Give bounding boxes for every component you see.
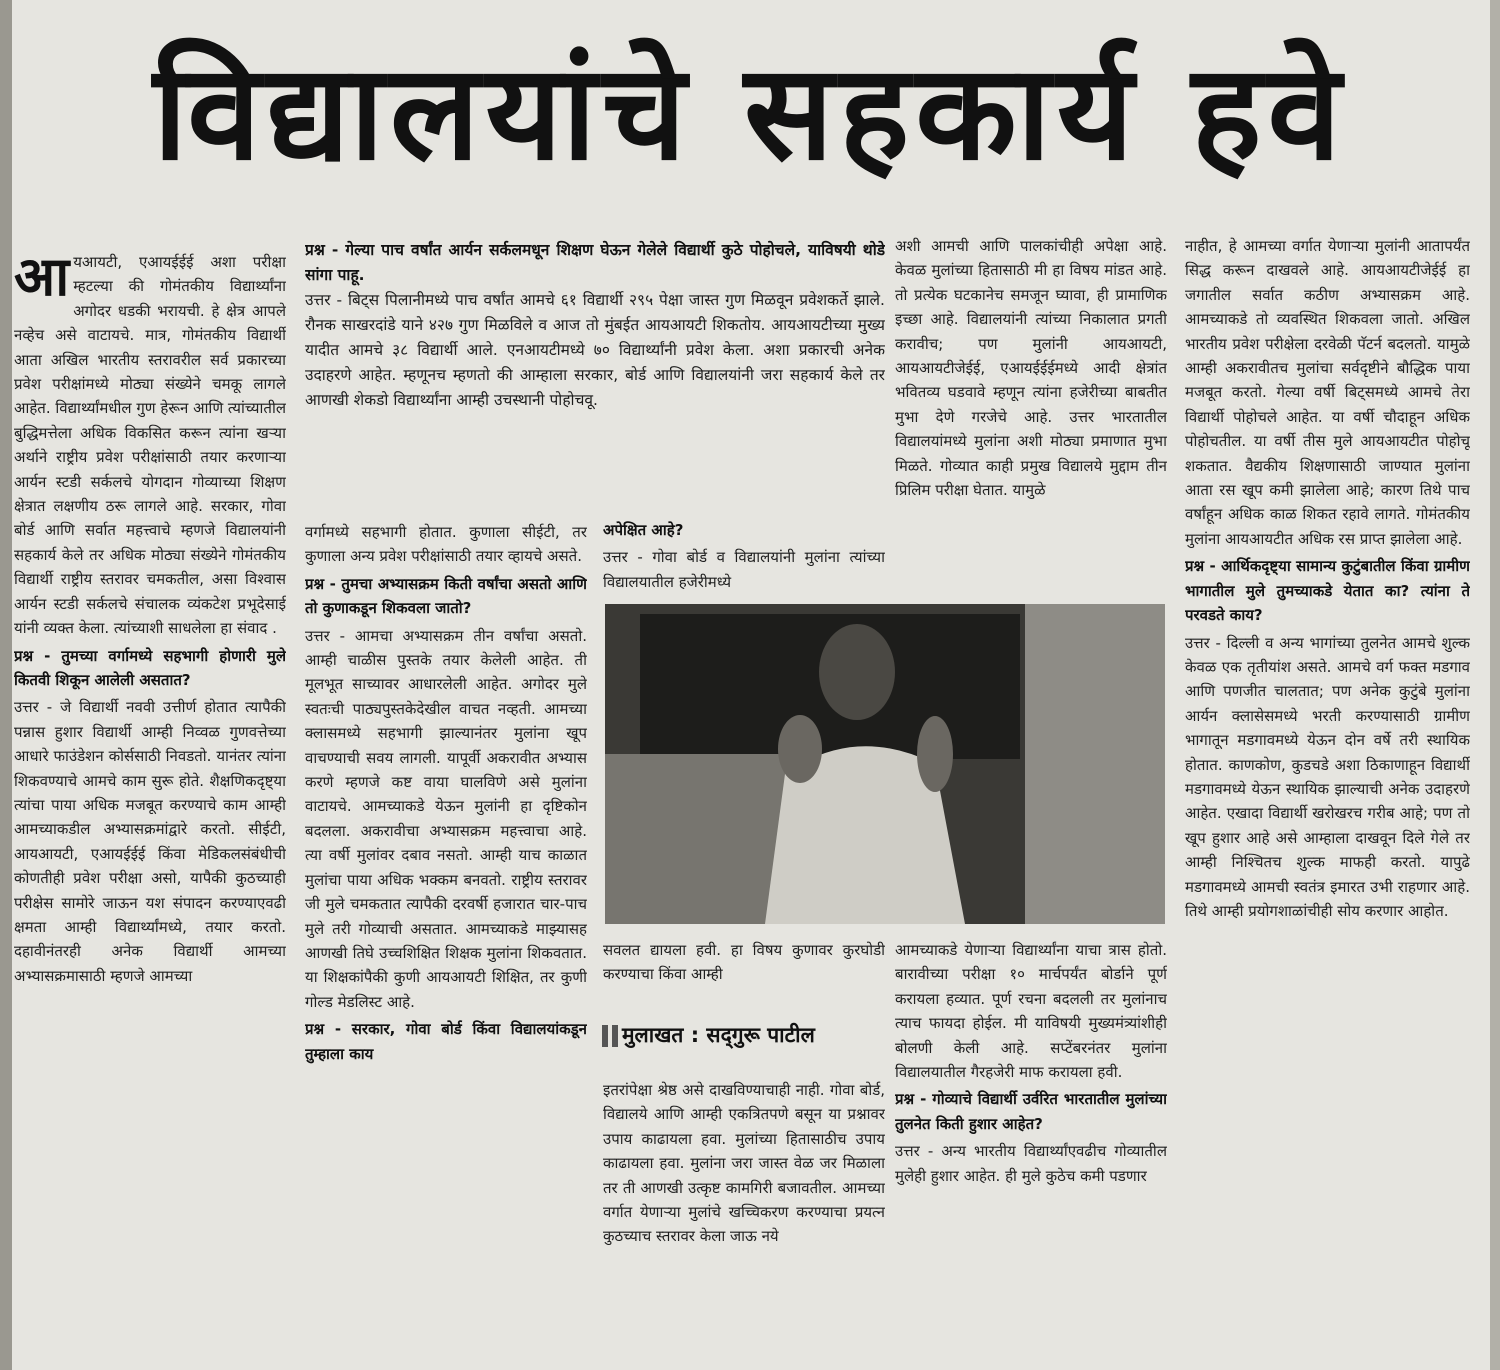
col4-top-text: अशी आमची आणि पालकांचीही अपेक्षा आहे. केवळ मुलांच्या हितासाठी मी हा विषय मांडत आहे. तो प्रत्येक घटकानेच समजून घ्यावा, ही प्रामाणिक इच्छा आहे. विद्यालयांनी त्यांच्या निकालात प्रगती करावीच; पण मुलांनी आयआयटी, आयआयटीजेईई, एआयईईईमध्ये आदी क्षेत्रांत भवितव्य घडवावे म्हणून त्यांना हजेरीच्या बाबतीत मुभा देणे गरजेचे आहे. उत्तर भारतातील विद्यालयांमध्ये मुलांना अशी मोठ्या प्रमाणात मुभा मिळते. गोव्यात काही प्रमुख विद्यालये मुद्दाम तीन प्रिलिम परीक्षा घेतात. यामुळे xyxy=(895,237,1167,500)
answer-3-start: उत्तर - गोवा बोर्ड व विद्यालयांनी मुलांना त्यांच्या विद्यालयातील हजेरीमध्ये xyxy=(603,548,885,591)
question-1: प्रश्न - तुमच्या वर्गामध्ये सहभागी होणारी मुले कितवी शिकून आलेली असतात? xyxy=(14,646,286,689)
column-3-bottom xyxy=(603,1078,885,1363)
byline xyxy=(602,1012,886,1058)
page-edge-left xyxy=(0,0,12,1370)
interview-photo xyxy=(605,604,1165,924)
dropcap: आ xyxy=(14,250,70,308)
left-hand xyxy=(778,715,822,783)
column-5 xyxy=(1185,234,1470,1362)
column-3-top xyxy=(603,518,885,600)
column-1 xyxy=(14,250,286,1360)
column-3-mid xyxy=(603,938,885,998)
question-3-continued: अपेक्षित आहे? xyxy=(603,521,684,539)
photo-illustration xyxy=(605,604,1165,924)
byline-bar-icon-2 xyxy=(612,1025,618,1047)
column-2 xyxy=(305,520,587,1362)
question-3: प्रश्न - सरकार, गोवा बोर्ड किंवा विद्यालयांकडून तुम्हाला काय xyxy=(305,1020,587,1063)
question-5: प्रश्न - आर्थिकदृष्ट्या सामान्य कुटुंबातील किंवा ग्रामीण भागातील मुले तुमच्याकडे येतात का? त्यांना ते परवडते काय? xyxy=(1185,557,1470,625)
col3-after-photo: सवलत द्यायला हवी. हा विषय कुणावर कुरघोडी करण्याचा किंवा आम्ही xyxy=(603,941,885,984)
question-wide: प्रश्न - गेल्या पाच वर्षांत आर्यन सर्कलमधून शिक्षण घेऊन गेलेले विद्यार्थी कुठे पोहोचले, याविषयी थोडे सांगा पाहू. xyxy=(305,241,885,284)
person-head xyxy=(819,624,895,720)
column-4-bottom xyxy=(895,938,1167,1363)
byline-text: मुलाखत : सद्‌गुरू पाटील xyxy=(622,1023,815,1047)
col5-top-text: नाहीत, हे आमच्या वर्गात येणाऱ्या मुलांनी आतापर्यंत सिद्ध करून दाखवले आहे. आयआयटीजेईई हा जगातील सर्वात कठीण अभ्यासक्रम आहे. आमच्याकडे तो व्यवस्थित शिकवला जातो. अखिल भारतीय प्रवेश परीक्षेला दरवेळी पॅटर्न बदलतो. यामुळे आम्ही अकरावीतच मुलांचा सर्वदृष्टीने बौद्धिक पाया मजबूत करतो. गेल्या वर्षी बिट्समध्ये आमचे तेरा विद्यार्थी पोहोचले आहेत. या वर्षी चौदाहून अधिक पोहोचतील. या वर्षी तीस मुले आयआयटीत पोहोचू शकतात. वैद्यकीय शिक्षणासाठी जाण्यात मुलांना आता रस खूप कमी झालेला आहे; कारण तिथे पाच वर्षांहून अधिक काळ शिकत रहावे लागते. गोमंतकीय मुलांना आयआयटीत अधिक रस प्राप्त झालेला आहे. xyxy=(1185,237,1470,548)
col3-bottom-text: इतरांपेक्षा श्रेष्ठ असे दाखविण्याचाही नाही. गोवा बोर्ड, विद्यालये आणि आम्ही एकत्रितपणे बसून या प्रश्नावर उपाय काढायला हवा. मुलांच्या हितासाठीच उपाय काढायला हवा. मुलांना जरा जास्त वेळ जर मिळाला तर ती आणखी उत्कृष्ट कामगिरी बजावतील. आमच्या वर्गात येणाऱ्या मुलांचे खच्चिकरण करण्याचा प्रयत्न कुठच्याच स्तरावर केला जाऊ नये xyxy=(603,1081,885,1246)
byline-bar-icon xyxy=(602,1025,608,1047)
column-4-top xyxy=(895,234,1167,598)
question-4: प्रश्न - गोव्याचे विद्यार्थी उर्वरित भारतातील मुलांच्या तुलनेत किती हुशार आहेत? xyxy=(895,1090,1167,1133)
headline: विद्यालयांचे सहकार्य हवे xyxy=(153,36,1347,190)
right-hand xyxy=(917,716,953,792)
answer-1: उत्तर - जे विद्यार्थी नववी उत्तीर्ण होतात त्यापैकी पन्नास हुशार विद्यार्थी आम्ही निव्वळ गुणवत्तेच्या आधारे फाउंडेशन कोर्ससाठी निवडतो. यानंतर त्यांना शिकवण्याचे आमचे काम सुरू होते. शैक्षणिकदृष्ट्या त्यांचा पाया अधिक मजबूत करण्याचे काम आम्ही आमच्याकडील अभ्यासक्रमांद्वारे करतो. सीईटी, आयआयटी, एआयईईई किंवा मेडिकलसंबंधीची कोणतीही प्रवेश परीक्षा असो, यापैकी कुठच्याही परीक्षेस सामोरे जाऊन यश संपादन करण्याएवढी क्षमता आम्ही विद्यार्थ्यांमध्ये, तयार करतो. दहावीनंतरही अनेक विद्यार्थी आमच्या अभ्यासक्रमासाठी म्हणजे आमच्या xyxy=(14,698,286,985)
col4-bottom-text: आमच्याकडे येणाऱ्या विद्यार्थ्यांना याचा त्रास होतो. बारावीच्या परीक्षा १० मार्चपर्यंत बोर्डाने पूर्ण करायला हव्यात. पूर्ण रचना बदलली तर मुलांनाच त्याच फायदा होईल. मी याविषयी मुख्यमंत्र्यांशीही बोलणी केली आहे. सप्टेंबरनंतर मुलांना विद्यालयातील गैरहजेरी माफ करायला हवी. xyxy=(895,941,1167,1082)
intro-text: यआयटी, एआयईईई अशा परीक्षा म्हटल्या की गोमंतकीय विद्यार्थ्यांना अगोदर धडकी भरायची. हे क्षेत्र आपले नव्हेच असे वाटायचे. मात्र, गोमंतकीय विद्यार्थी आता अखिल भारतीय स्तरावरील सर्व प्रकारच्या प्रवेश परीक्षांमध्ये मोठ्या संख्येने चमकू लागले आहेत. विद्यार्थ्यांमधील गुण हेरून आणि त्यांच्यातील बुद्धिमत्तेला अधिक विकसित करून त्यांना खऱ्या अर्थाने राष्ट्रीय प्रवेश परीक्षांसाठी तयार करणाऱ्या आर्यन स्टडी सर्कलचे योगदान गोव्याच्या शिक्षण क्षेत्रात लक्षणीय ठरू लागले आहे. सरकार, गोवा बोर्ड आणि सर्वात महत्त्वाचे म्हणजे विद्यालयांनी सहकार्य केले तर अधिक मोठ्या संख्येने गोमंतकीय विद्यार्थी राष्ट्रीय स्तरावर चमकतील, असा विश्वास आर्यन स्टडी सर्कलचे संचालक व्यंकटेश प्रभूदेसाई यांनी व्यक्त केला. त्यांच्याशी साधलेला हा संवाद . xyxy=(14,253,286,638)
col2-lead: वर्गामध्ये सहभागी होतात. कुणाला सीईटी, तर कुणाला अन्य प्रवेश परीक्षांसाठी तयार व्हायचे असते. xyxy=(305,523,587,566)
page-edge-right xyxy=(1490,0,1500,1370)
answer-5: उत्तर - दिल्ली व अन्य भागांच्या तुलनेत आमचे शुल्क केवळ एक तृतीयांश असते. आमचे वर्ग फक्त मडगाव आणि पणजीत चालतात; पण अनेक कुटुंबे मुलांना आर्यन क्लासेसमध्ये भरती करण्यासाठी ग्रामीण भागातून मडगावमध्ये येऊन दोन वर्षे तरी स्थायिक होतात. काणकोण, कुडचडे अशा ठिकाणाहून विद्यार्थी मडगावमध्ये येऊन स्थायिक झाल्याची अनेक उदाहरणे आहेत. एखादा विद्यार्थी खरोखरच गरीब आहे; पण तो खूप हुशार आहे असे आम्हाला दाखवून दिले गेले तर आम्ही निश्चितच शुल्क माफही करतो. यापुढे मडगावमध्ये आमची स्वतंत्र इमारत उभी राहणार आहे. तिथे आम्ही प्रयोगशाळांचीही सोय करणार आहोत. xyxy=(1185,633,1470,920)
intro-paragraph xyxy=(14,250,286,641)
answer-4: उत्तर - अन्य भारतीय विद्यार्थ्यांएवढीच गोव्यातील मुलेही हुशार आहेत. ही मुले कुठेच कमी पडणार xyxy=(895,1142,1167,1185)
answer-2: उत्तर - आमचा अभ्यासक्रम तीन वर्षांचा असतो. आम्ही चाळीस पुस्तके तयार केलेली आहेत. ती मूलभूत साच्यावर आधारलेली आहेत. अगोदर मुले स्वतःची पाठ्यपुस्तकेदेखील वाचत नव्हती. आमच्या क्लासमध्ये सहभागी झाल्यानंतर मुलांना खूप वाचण्याची सवय लागली. यापूर्वी अकरावीत अभ्यास करणे म्हणजे कष्ट वाया घालविणे असे मुलांना वाटायचे. आमच्याकडे येऊन मुलांनी हा दृष्टिकोन बदलला. अकरावीचा अभ्यासक्रम महत्त्वाचा आहे. त्या वर्षी मुलांवर दबाव नसतो. आम्ही याच काळात मुलांचा पाया अधिक भक्कम बनवतो. राष्ट्रीय स्तरावर जी मुले चमकतात त्यापैकी दरवर्षी हजारात चार-पाच मुले तरी गोव्याची असतात. आमच्याकडे माझ्यासह आणखी तिघे उच्चशिक्षित शिक्षक मुलांना शिकवतात. या शिक्षकांपैकी कुणी आयआयटी शिक्षित, तर कुणी गोल्ड मेडलिस्ट आहे. xyxy=(305,626,587,1011)
answer-wide: उत्तर - बिट्स पिलानीमध्ये पाच वर्षांत आमचे ६१ विद्यार्थी २९५ पेक्षा जास्त गुण मिळवून प्रवेशकर्ते झाले. रौनक साखरदांडे याने ४२७ गुण मिळविले व आज तो मुंबईत आयआयटी शिकतोय. आयआयटीच्या मुख्य यादीत आमचे ३८ विद्यार्थी आले. एनआयटीमध्ये ७० विद्यार्थ्यांनी प्रवेश केला. अशा प्रकारची अनेक उदाहरणे आहेत. म्हणूनच म्हणतो की आम्हाला सरकार, बोर्ड आणि विद्यालयांनी जरा सहकार्य केले तर आणखी शेकडो विद्यार्थ्यांना आम्ही उचस्थानी पोहोचवू. xyxy=(305,291,885,409)
wide-qa-block xyxy=(305,238,885,500)
question-2: प्रश्न - तुमचा अभ्यासक्रम किती वर्षांचा असतो आणि तो कुणाकडून शिकवला जातो? xyxy=(305,574,587,618)
